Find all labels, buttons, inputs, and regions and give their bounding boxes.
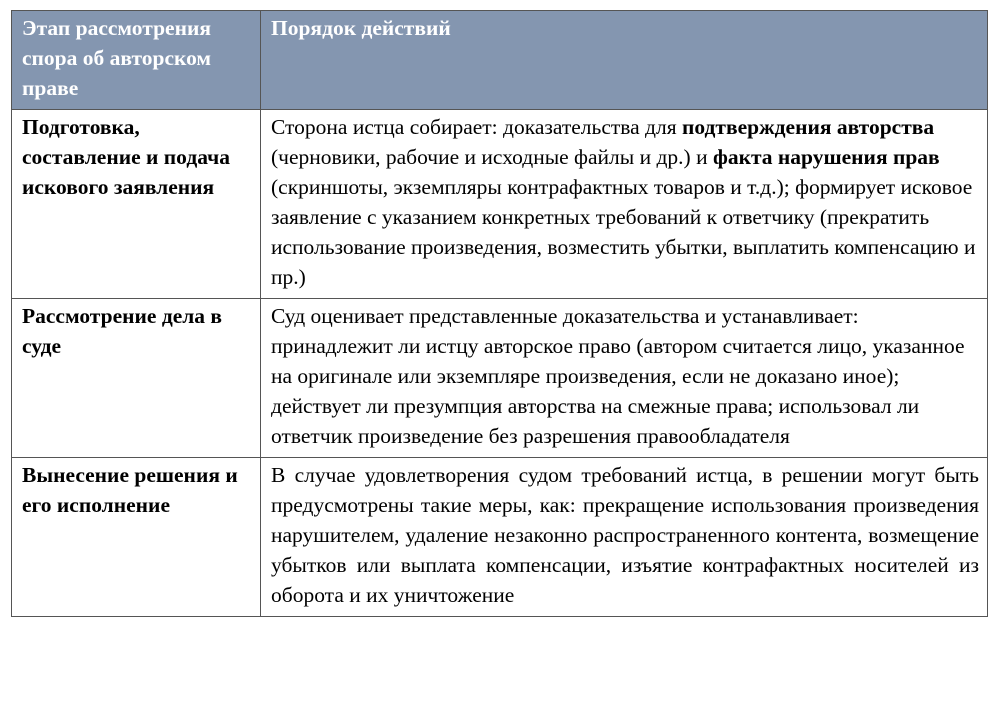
stage-cell: Вынесение решения и его исполнение — [12, 458, 261, 617]
header-stage: Этап рассмотрения спора об авторском праве — [12, 11, 261, 110]
actions-text: (черновики, рабочие и исходные файлы и др.) и — [271, 145, 713, 169]
stage-cell: Подготовка, составление и подача искового заявления — [12, 110, 261, 299]
table-row — [12, 110, 988, 299]
table-header-row — [12, 11, 988, 110]
table-row — [12, 299, 988, 458]
actions-text: Сторона истца собирает: доказательства для — [271, 115, 682, 139]
actions-emphasis: факта нарушения прав — [712, 145, 940, 169]
dispute-stages-table — [11, 10, 988, 617]
header-actions: Порядок действий — [261, 11, 988, 110]
table-row — [12, 458, 988, 617]
actions-emphasis: подтверждения авторства — [682, 115, 935, 139]
stage-cell: Рассмотрение дела в суде — [12, 299, 261, 458]
actions-cell: В случае удовлетворения судом требований истца, в решении могут быть предусмотрены такие меры, как: прекращение использования произведения нарушителем, удаление незаконно распространенного контента, возмещение убытков или выплата компенсации, изъятие контрафактных носителей из оборота и их уничтожение — [261, 458, 988, 617]
actions-cell: Суд оценивает представленные доказательства и устанавливает: принадлежит ли истцу авторское право (автором считается лицо, указанное на оригинале или экземпляре произведения, если не доказано иное); действует ли презумпция авторства на смежные права; использовал ли ответчик произведение без разрешения правообладателя — [261, 299, 988, 458]
actions-text: (скриншоты, экземпляры контрафактных товаров и т.д.); формирует исковое заявление с указанием конкретных требований к ответчику (прекратить использование произведения, возместить убытки, выплатить компенсацию и пр.) — [271, 175, 976, 289]
actions-cell — [261, 110, 988, 299]
